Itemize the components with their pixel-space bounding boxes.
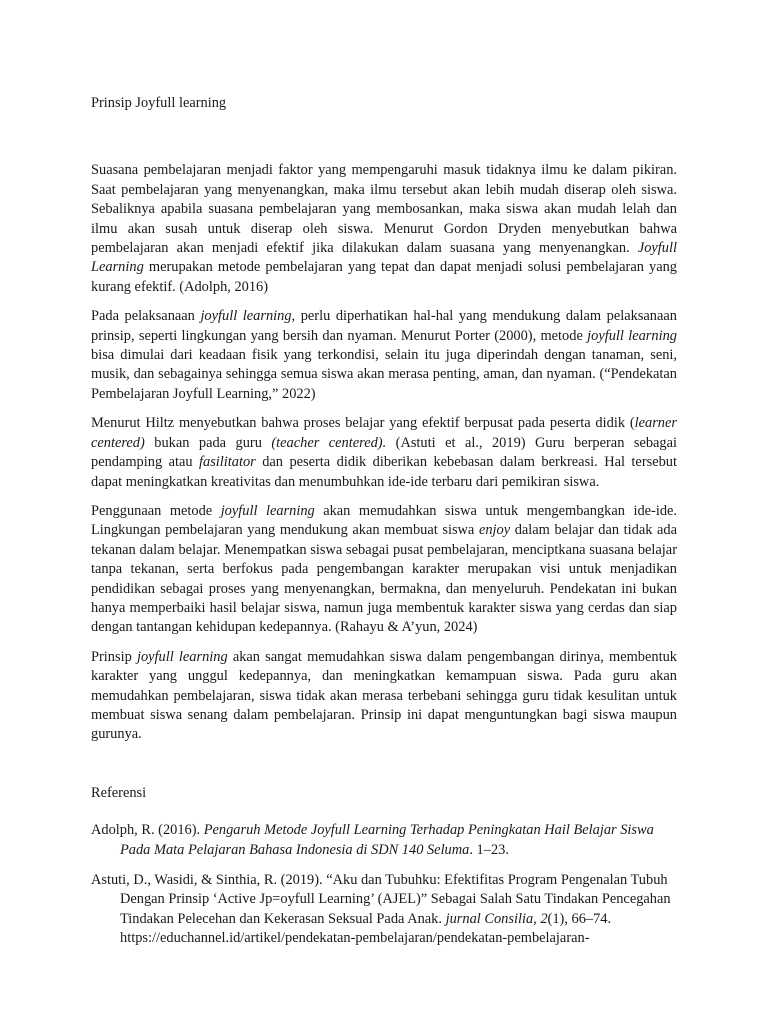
paragraph: Pada pelaksanaan joyfull learning, perlu diperhatikan hal-hal yang mendukung dalam pelaksanaan prinsip, seperti lingkungan yang bersih dan nyaman. Menurut Porter (2000), metode joyfull learning bisa dimulai dari keadaan fisik yang terkondisi, selain itu juga diperindah dengan tanaman, seni, musik, dan sebagainya sehingga semua siswa akan merasa penting, aman, dan nyaman. (“Pendekatan Pembelajaran Joyfull Learning,” 2022) — [91, 308, 677, 402]
references-heading: Referensi — [91, 784, 147, 801]
italic-text: Joyfull Learning — [91, 240, 677, 276]
italic-text: Pengaruh Metode Joyfull Learning Terhadap Peningkatan Hail Belajar Siswa Pada Mata Pelajaran Bahasa Indonesia di SDN 140 Seluma — [120, 822, 654, 858]
italic-text: learner centered) — [91, 415, 677, 451]
paragraph: Menurut Hiltz menyebutkan bahwa proses belajar yang efektif berpusat pada peserta didik (learner centered) bukan pada guru (teacher centered). (Astuti et al., 2019) Guru berperan sebagai pendamping atau fasilitator dan peserta didik diberikan kebebasan dalam berkreasi. Hal tersebut dapat meningkatkan kreativitas dan menumbuhkan ide-ide terbaru dari pemikiran siswa. — [91, 415, 678, 490]
paragraph: Prinsip joyfull learning akan sangat memudahkan siswa dalam pengembangan dirinya, membentuk karakter yang unggul kedepannya, dan meningkatkan kemampuan siswa. Pada guru akan memudahkan pembelajaran, siswa tidak akan merasa terbebani sehingga guru tidak kesulitan untuk membuat siswa senang dalam pembelajaran. Prinsip ini dapat menguntungkan bagi siswa maupun gurunya. — [91, 648, 677, 743]
italic-text: joyfull learning — [220, 502, 315, 519]
paragraph: Penggunaan metode joyfull learning akan memudahkan siswa untuk mengembangkan ide-ide. Lingkungan pembelajaran yang mendukung akan membuat siswa enjoy dalam belajar dan tidak ada tekanan dalam belajar. Menempatkan siswa sebagai pusat pembelajaran, menciptkana suasana belajar tanpa tekanan, serta berfokus pada pengembangan karakter merupakan visi untuk menjadikan pendidikan sebagai proses yang menyenangkan, bermakna, dan menyeluruh. Pendekatan ini bukan hanya memperbaiki hasil belajar siswa, namun juga membentuk karakter siswa yang cerdas dan siap dengan tantangan kehidupan kedepannya. (Rahayu & A’yun, 2024) — [91, 502, 677, 636]
italic-text: (teacher centered). — [271, 434, 387, 451]
reference-list — [91, 821, 677, 948]
paragraph: Suasana pembelajaran menjadi faktor yang mempengaruhi masuk tidaknya ilmu ke dalam pikiran. Saat pembelajaran yang menyenangkan, maka ilmu tersebut akan lebih mudah diserap oleh siswa. Sebaliknya apabila suasana pembelajaran yang membosankan, maka siswa akan mudah lelah dan ilmu akan susah untuk diserap oleh siswa. Menurut Gordon Dryden menyebutkan bahwa pembelajaran akan menjadi efektif jika dilakukan dalam suasana yang menyenangkan. Joyfull Learning merupakan metode pembelajaran yang tepat dan dapat menjadi solusi pembelajaran yang kurang efektif. (Adolph, 2016) — [91, 162, 677, 295]
italic-text: 2 — [540, 910, 548, 927]
italic-text: joyfull learning — [200, 308, 292, 325]
italic-text: enjoy — [478, 522, 511, 539]
italic-text: jurnal Consilia — [445, 910, 534, 927]
document-page — [91, 94, 677, 960]
italic-text: joyfull learning — [136, 648, 228, 665]
italic-text: fasilitator — [199, 454, 256, 471]
reference-entry: Astuti, D., Wasidi, & Sinthia, R. (2019). “Aku dan Tubuhku: Efektifitas Program Pengenalan Tubuh Dengan Prinsip ‘Active Jp=oyfull Learning’ (AJEL)” Sebagai Salah Satu Tindakan Pencegahan Tindakan Pelecehan dan Kekerasan Seksual Pada Anak. jurnal Consilia, 2(1), 66–74. https://educhannel.id/artikel/pendekatan-pembelajaran/pendekatan-pembelajaran- — [91, 872, 671, 947]
document-title: Prinsip Joyfull learning — [91, 95, 227, 111]
reference-entry: Adolph, R. (2016). Pengaruh Metode Joyfull Learning Terhadap Peningkatan Hail Belajar Siswa Pada Mata Pelajaran Bahasa Indonesia di SDN 140 Seluma. 1–23. — [91, 822, 654, 858]
body-paragraphs — [91, 161, 677, 744]
italic-text: joyfull learning — [587, 327, 677, 344]
